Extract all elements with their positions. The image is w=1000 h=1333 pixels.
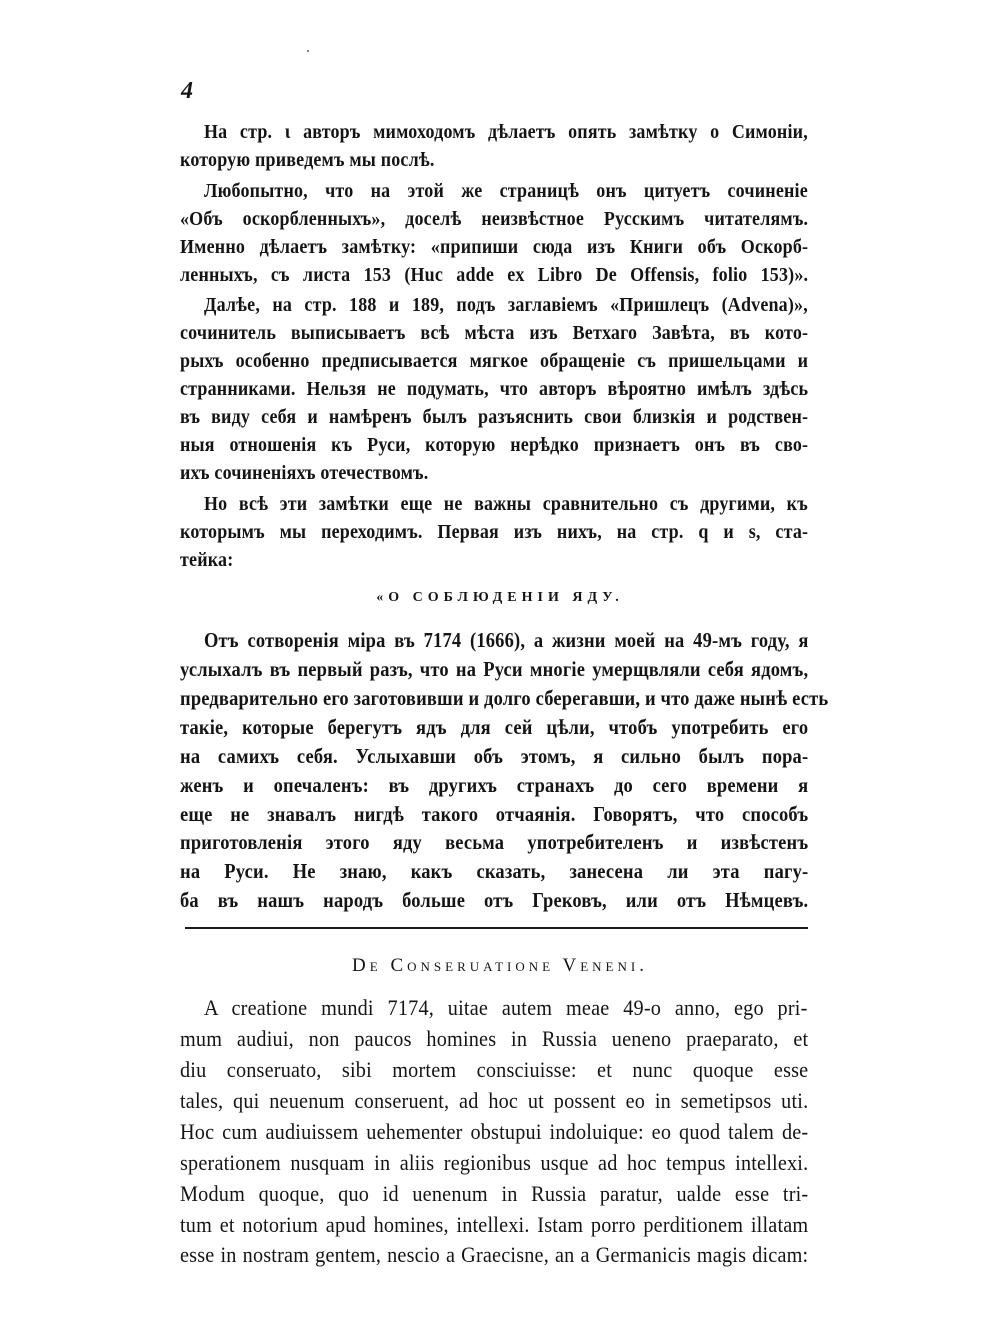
quote-line: Отъ сотворенія міра въ 7174 (1666), а жизни моей на 49-мъ году, я	[204, 628, 809, 652]
paragraph-1-line: На стр. ι авторъ мимоходомъ дѣлаетъ опять замѣтку о Симоніи,	[204, 121, 808, 143]
paragraph-3-line: ныя отношенія къ Руси, которую нерѣдко признаетъ онъ въ сво-	[180, 434, 809, 456]
quote-line: услыхалъ въ первый разъ, что на Руси многіе умерщвляли себя ядомъ,	[180, 657, 809, 681]
paragraph-2-line: Именно дѣлаетъ замѣтку: «припиши сюда изъ Книги объ Оскорб-	[180, 236, 809, 258]
section-heading-la: De Conseruatione Veneni.	[352, 955, 648, 976]
quote-line: на самихъ себя. Услыхавши объ этомъ, я сильно былъ пора-	[180, 744, 809, 768]
quote-line: женъ и опечаленъ: въ другихъ странахъ до сего времени я	[180, 773, 809, 797]
latin-line: esse in nostram gentem, nescio a Graecisne, an a Germanicis magis dicam:	[180, 1242, 809, 1267]
horizontal-rule	[185, 927, 808, 929]
quote-line: на Руси. Не знаю, какъ сказать, занесена ли эта пагу-	[180, 859, 809, 883]
section-heading-ru: «О СОБЛЮДЕНІИ ЯДУ.	[376, 590, 624, 605]
paragraph-3-line: сочинитель выписываетъ всѣ мѣста изъ Ветхаго Завѣта, въ кото-	[180, 322, 809, 344]
latin-line: tum et notorium apud homines, intellexi. Istam porro perditionem illatam	[180, 1212, 809, 1237]
latin-line: mum audiui, non paucos homines in Russia ueneno praeparato, et	[180, 1026, 809, 1051]
latin-line: diu conseruato, sibi mortem consciuisse: et nunc quoque esse	[180, 1057, 809, 1082]
quote-line: предварительно его заготовивши и долго сберегавши, и что даже нынѣ есть	[180, 686, 829, 710]
quote-line: ба въ нашъ народъ больше отъ Грековъ, или отъ Нѣмцевъ.	[180, 888, 809, 912]
paragraph-4-line: Но всѣ эти замѣтки еще не важны сравнительно съ другими, къ	[204, 493, 808, 515]
scan-speck	[307, 50, 309, 52]
paragraph-3-line: рыхъ особенно предписывается мягкое обращеніе съ пришельцами и	[180, 350, 809, 372]
paragraph-3-line: ихъ сочиненіяхъ отечествомъ.	[180, 462, 429, 484]
paragraph-2-line: Любопытно, что на этой же страницѣ онъ цитуетъ сочиненіе	[204, 180, 808, 202]
latin-line: sperationem nusquam in aliis regionibus usque ad hoc tempus intellexi.	[180, 1150, 809, 1175]
latin-line: tales, qui neuenum conseruent, ad hoc ut possent eo in semetipsos uti.	[180, 1088, 809, 1113]
paragraph-4-line: которымъ мы переходимъ. Первая изъ нихъ, на стр. q и s, ста-	[180, 521, 809, 543]
latin-line: A creatione mundi 7174, uitae autem meae 49-o anno, ego pri-	[204, 995, 808, 1020]
quote-line: такіе, которые берегутъ ядъ для сей цѣли, чтобъ употребить его	[180, 715, 809, 739]
paragraph-3-line: Далѣе, на стр. 188 и 189, подъ заглавіемъ «Пришлецъ (Advena)»,	[204, 294, 808, 316]
paragraph-3-line: въ виду себя и намѣренъ былъ разъяснить свои близкія и родствен-	[180, 406, 809, 428]
latin-line: Modum quoque, quo id uenenum in Russia paratur, ualde esse tri-	[180, 1181, 809, 1206]
quote-line: приготовленія этого яду весьма употребителенъ и извѣстенъ	[180, 830, 809, 854]
page-number: 4	[181, 78, 193, 104]
paragraph-2-line: ленныхъ, съ листа 153 (Huc adde ex Libro De Offensis, folio 153)».	[180, 264, 809, 286]
paragraph-4-line: тейка:	[180, 549, 234, 571]
quote-line: еще не знавалъ нигдѣ такого отчаянія. Говорятъ, что способъ	[180, 802, 809, 826]
paragraph-3-line: странниками. Нельзя не подумать, что авторъ вѣроятно имѣлъ здѣсь	[180, 378, 809, 400]
paragraph-1-line: которую приведемъ мы послѣ.	[180, 149, 435, 171]
latin-line: Hoc cum audiuissem uehementer obstupui indoluique: eo quod talem de-	[180, 1119, 809, 1144]
paragraph-2-line: «Объ оскорбленныхъ», доселѣ неизвѣстное Русскимъ читателямъ.	[180, 208, 809, 230]
